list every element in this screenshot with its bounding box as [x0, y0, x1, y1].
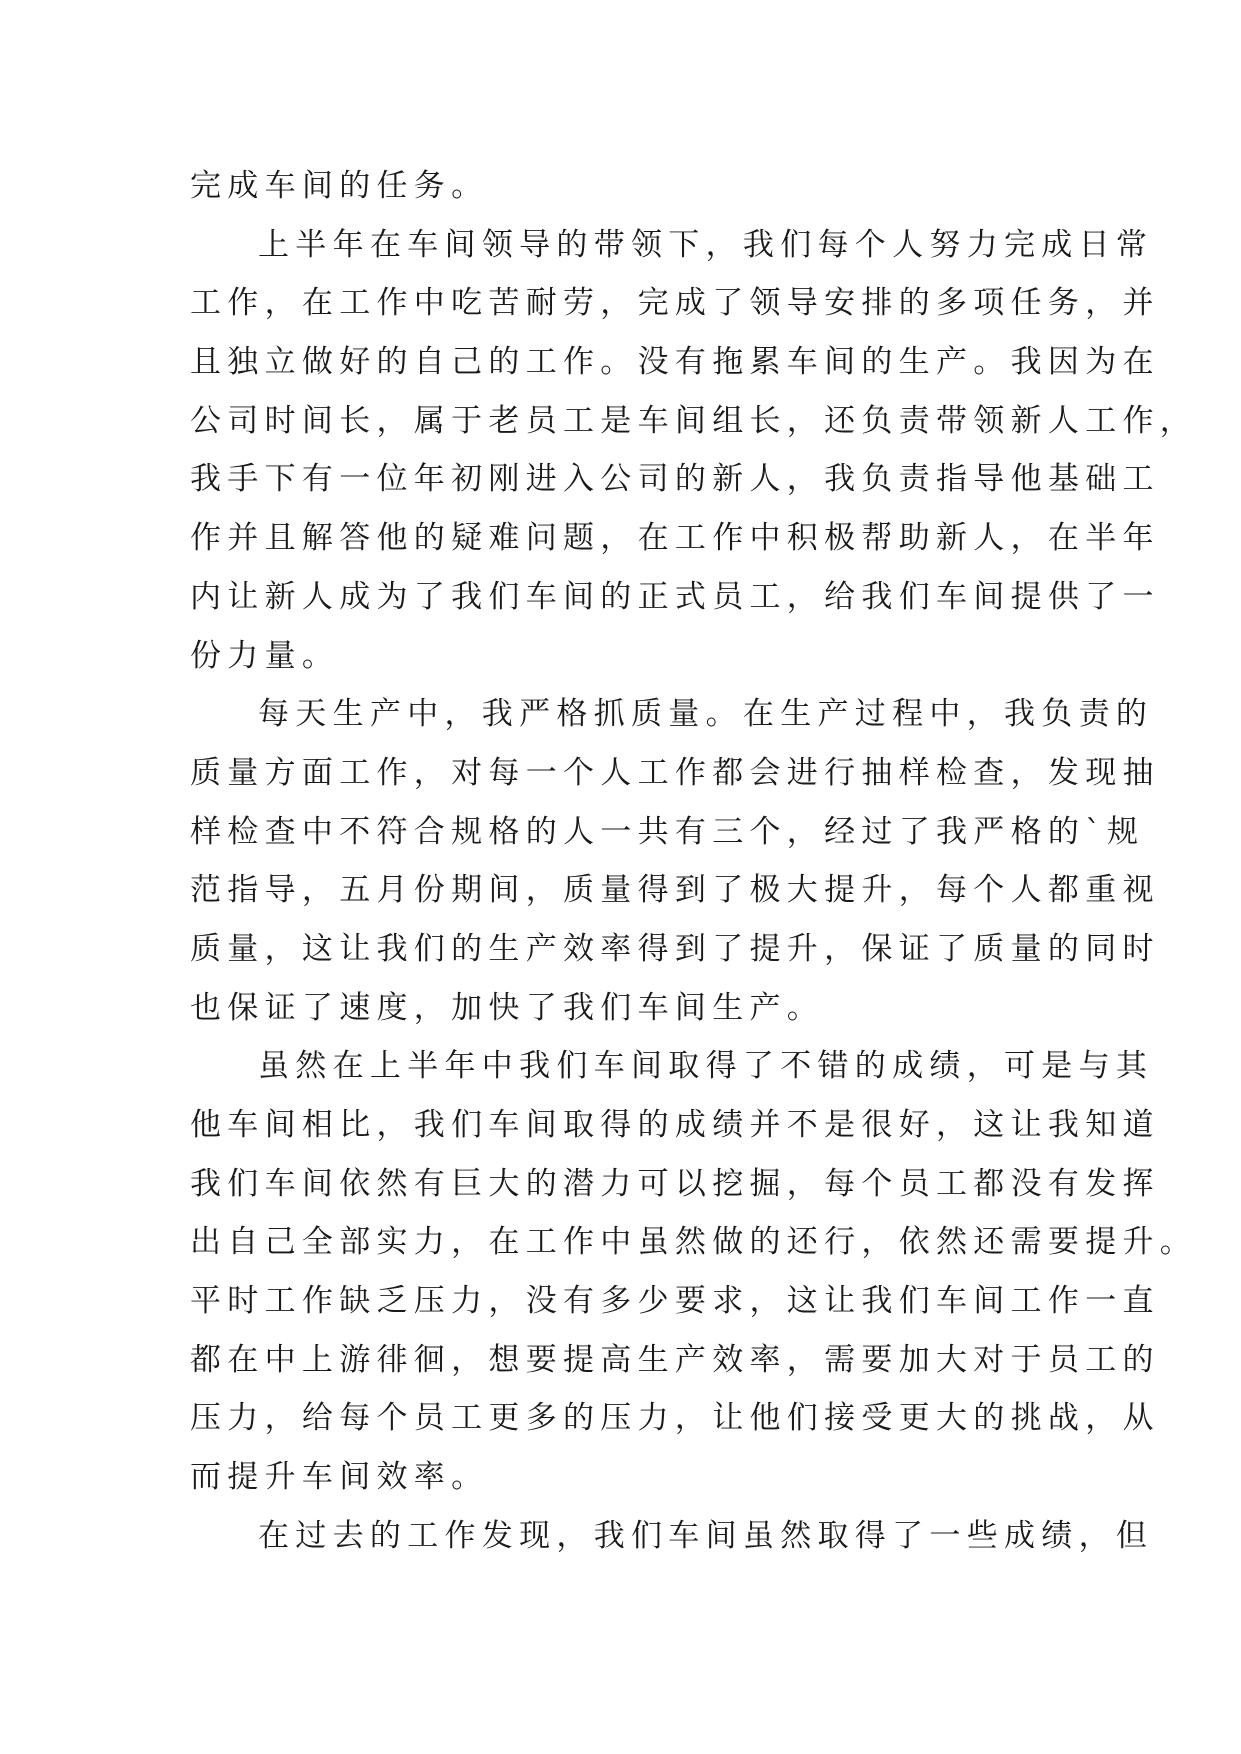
text-line: 压力，给每个员工更多的压力，让他们接受更大的挑战，从 [190, 1400, 1160, 1437]
text-line: 上半年在车间领导的带领下，我们每个人努力完成日常 [258, 226, 1154, 263]
text-line: 我们车间依然有巨大的潜力可以挖掘，每个员工都没有发挥 [190, 1165, 1160, 1202]
text-line: 质量方面工作，对每一个人工作都会进行抽样检查，发现抽 [190, 754, 1160, 791]
text-line: 他车间相比，我们车间取得的成绩并不是很好，这让我知道 [190, 1107, 1160, 1143]
text-line: 质量，这让我们的生产效率得到了提升，保证了质量的同时 [190, 930, 1160, 967]
text-line: 份力量。 [190, 637, 340, 674]
text-line: 工作，在工作中吃苦耐劳，完成了领导安排的多项任务，并 [190, 285, 1160, 322]
text-line: 内让新人成为了我们车间的正式员工，给我们车间提供了一 [190, 578, 1160, 615]
text-line: 作并且解答他的疑难问题，在工作中积极帮助新人，在半年 [190, 520, 1160, 557]
body-text [190, 157, 1198, 1566]
text-line: 完成车间的任务。 [190, 168, 489, 204]
text-line: 在过去的工作发现，我们车间虽然取得了一些成绩，但 [258, 1517, 1154, 1554]
text-line: 平时工作缺乏压力，没有多少要求，这让我们车间工作一直 [190, 1283, 1160, 1320]
text-line: 虽然在上半年中我们车间取得了不错的成绩，可是与其 [258, 1048, 1154, 1085]
text-line: 且独立做好的自己的工作。没有拖累车间的生产。我因为在 [190, 344, 1160, 381]
text-line: 公司时间长，属于老员工是车间组长，还负责带领新人工作， [190, 402, 1198, 439]
text-line: 而提升车间效率。 [190, 1459, 489, 1496]
text-line: 范指导，五月份期间，质量得到了极大提升，每个人都重视 [190, 872, 1160, 909]
text-line: 也保证了速度，加快了我们车间生产。 [190, 989, 825, 1026]
text-line: 样检查中不符合规格的人一共有三个，经过了我严格的`规 [190, 813, 1145, 850]
text-line: 我手下有一位年初刚进入公司的新人，我负责指导他基础工 [190, 461, 1160, 498]
text-line: 都在中上游徘徊，想要提高生产效率，需要加大对于员工的 [190, 1341, 1160, 1378]
text-line: 每天生产中，我严格抓质量。在生产过程中，我负责的 [258, 696, 1154, 733]
text-line: 出自己全部实力，在工作中虽然做的还行，依然还需要提升。 [190, 1224, 1198, 1261]
